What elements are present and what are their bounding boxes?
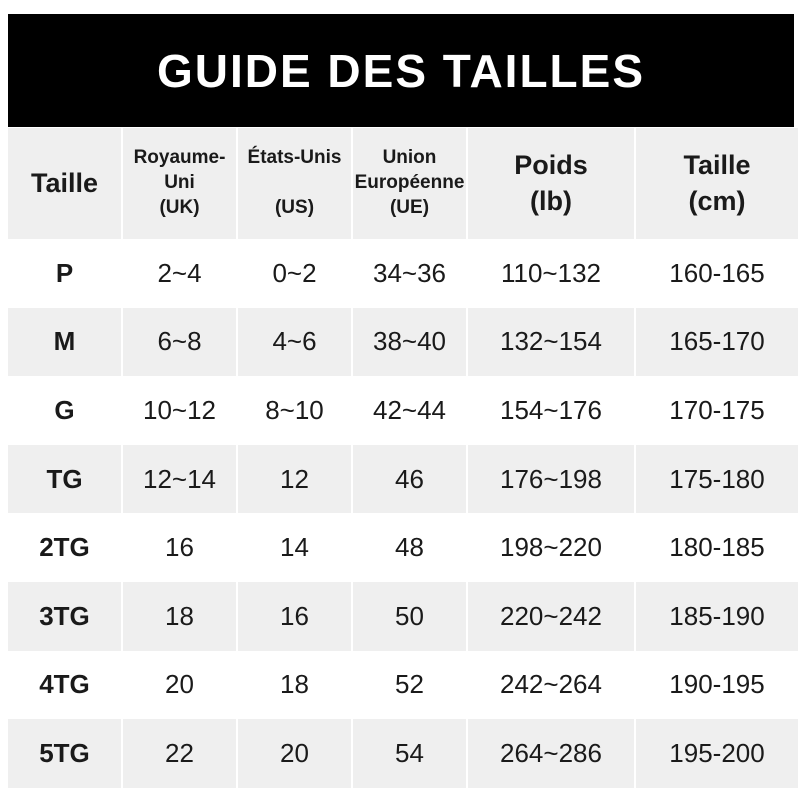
cell-uk: 6~8: [123, 308, 236, 377]
cell-us: 8~10: [238, 376, 351, 445]
cell-us: 18: [238, 651, 351, 720]
header-line: (cm): [688, 185, 746, 216]
header-line: Taille: [30, 167, 99, 198]
cell-size: G: [8, 376, 121, 445]
cell-weight: 242~264: [468, 651, 634, 720]
cell-height: 175-180: [636, 445, 798, 514]
cell-uk: 18: [123, 582, 236, 651]
cell-weight: 220~242: [468, 582, 634, 651]
header-line: Taille: [683, 150, 751, 181]
header-line: Union: [382, 147, 437, 169]
cell-height: 180-185: [636, 513, 798, 582]
header-line: (US): [274, 196, 315, 218]
header-line: Poids: [514, 150, 588, 181]
cell-size: M: [8, 308, 121, 377]
header-weight: [468, 128, 634, 239]
title-banner: [8, 14, 794, 127]
cell-eu: 50: [353, 582, 466, 651]
header-line: (lb): [530, 185, 572, 216]
cell-uk: 10~12: [123, 376, 236, 445]
cell-uk: 16: [123, 513, 236, 582]
header-line: Royaume-: [133, 147, 226, 169]
cell-us: 4~6: [238, 308, 351, 377]
cell-weight: 198~220: [468, 513, 634, 582]
cell-size: 3TG: [8, 582, 121, 651]
cell-weight: 154~176: [468, 376, 634, 445]
cell-us: 12: [238, 445, 351, 514]
cell-us: 14: [238, 513, 351, 582]
header-line: États-Unis: [247, 147, 342, 169]
cell-eu: 46: [353, 445, 466, 514]
cell-eu: 42~44: [353, 376, 466, 445]
cell-weight: 110~132: [468, 239, 634, 308]
page-title: GUIDE DES TAILLES: [156, 44, 646, 97]
cell-size: 4TG: [8, 651, 121, 720]
cell-uk: 20: [123, 651, 236, 720]
header-line: Européenne: [354, 172, 465, 194]
header-line: [292, 171, 297, 196]
cell-us: 20: [238, 719, 351, 788]
header-uk: [123, 128, 236, 239]
cell-eu: 34~36: [353, 239, 466, 308]
cell-size: 5TG: [8, 719, 121, 788]
cell-eu: 38~40: [353, 308, 466, 377]
cell-uk: 2~4: [123, 239, 236, 308]
cell-height: 165-170: [636, 308, 798, 377]
cell-height: 190-195: [636, 651, 798, 720]
cell-weight: 176~198: [468, 445, 634, 514]
header-line: (UE): [389, 196, 430, 218]
cell-size: 2TG: [8, 513, 121, 582]
cell-height: 195-200: [636, 719, 798, 788]
cell-weight: 264~286: [468, 719, 634, 788]
cell-eu: 48: [353, 513, 466, 582]
size-table: [8, 128, 794, 788]
header-us: [238, 128, 351, 239]
cell-uk: 22: [123, 719, 236, 788]
cell-uk: 12~14: [123, 445, 236, 514]
header-height: [636, 128, 798, 239]
cell-eu: 52: [353, 651, 466, 720]
cell-eu: 54: [353, 719, 466, 788]
cell-us: 16: [238, 582, 351, 651]
header-line: (UK): [159, 196, 200, 218]
cell-height: 160-165: [636, 239, 798, 308]
cell-size: TG: [8, 445, 121, 514]
cell-us: 0~2: [238, 239, 351, 308]
cell-height: 170-175: [636, 376, 798, 445]
cell-weight: 132~154: [468, 308, 634, 377]
header-line: Uni: [164, 172, 195, 194]
cell-height: 185-190: [636, 582, 798, 651]
cell-size: P: [8, 239, 121, 308]
header-size: [8, 128, 121, 239]
header-eu: [353, 128, 466, 239]
